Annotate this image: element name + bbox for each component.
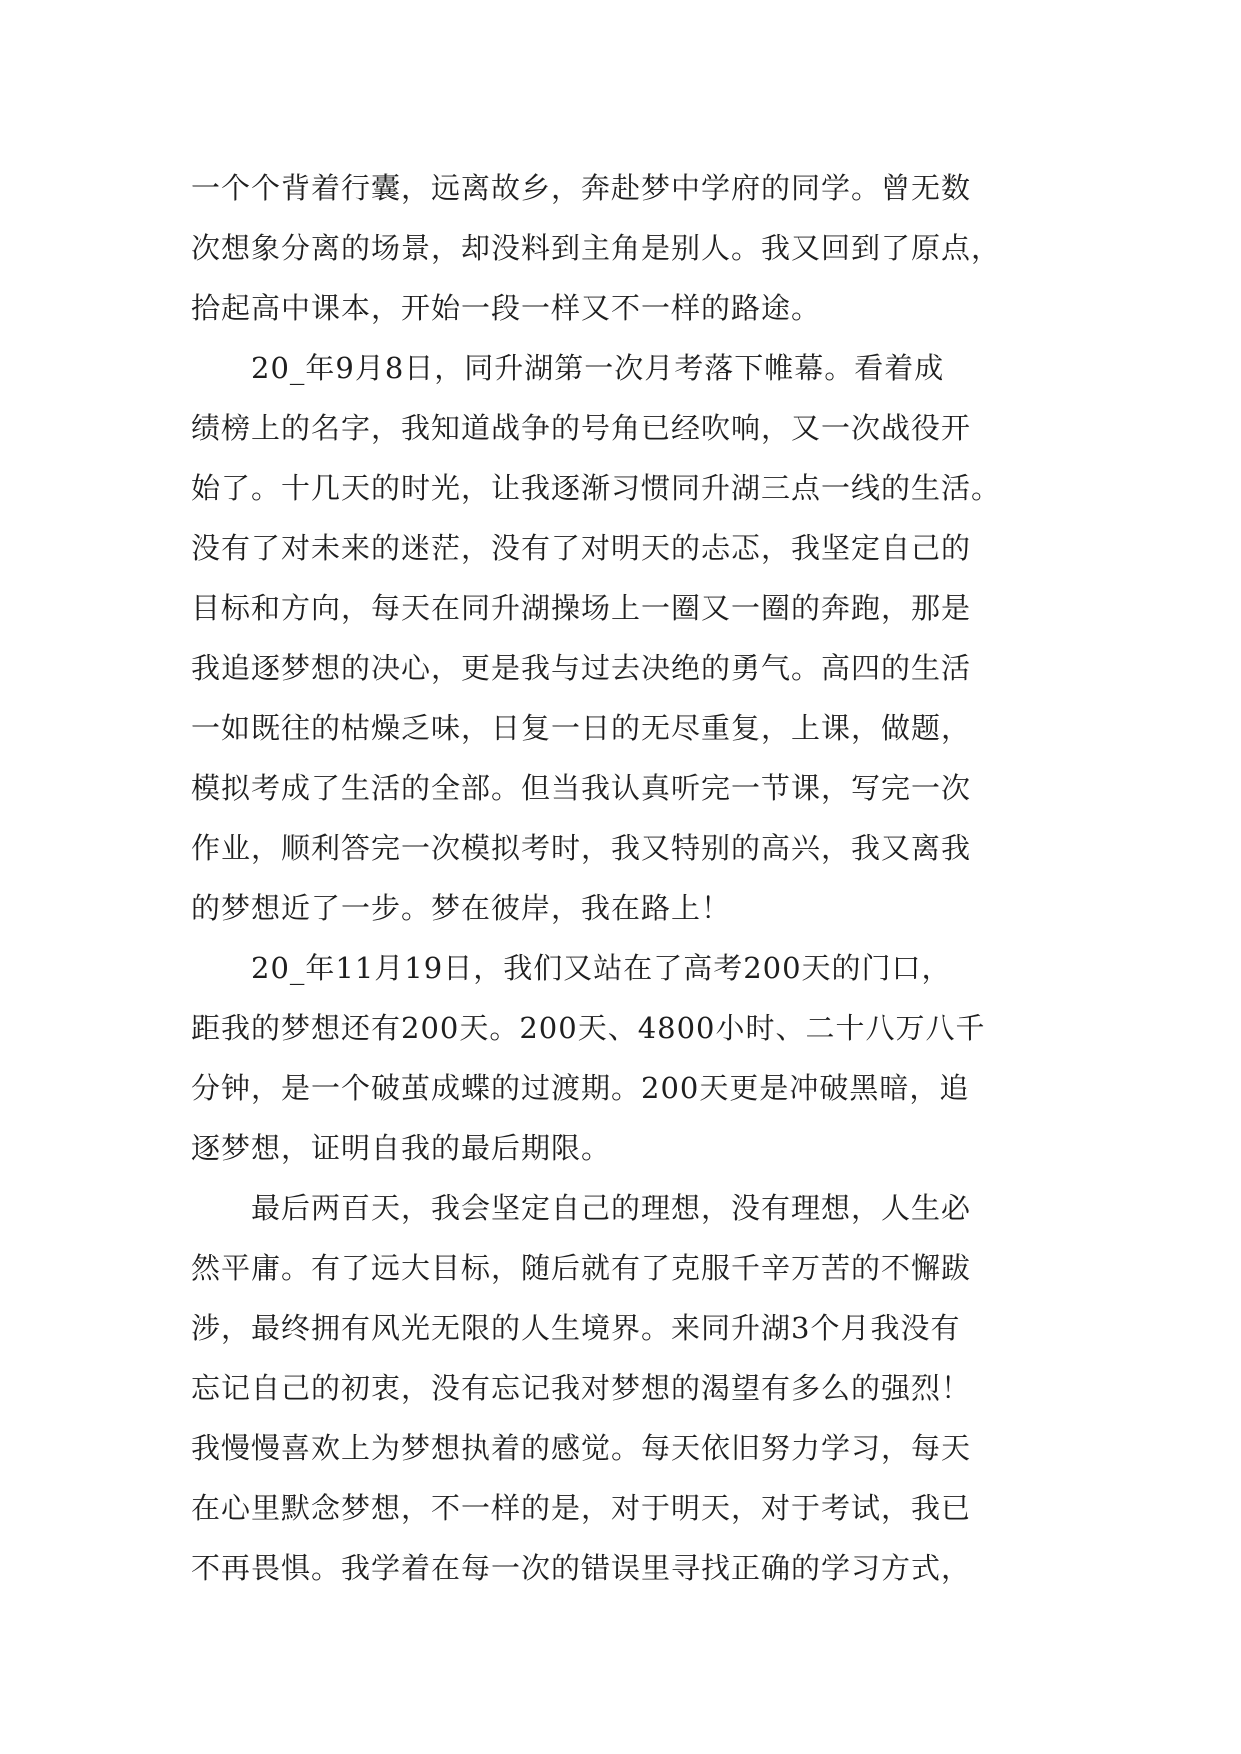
text-line: 我慢慢喜欢上为梦想执着的感觉。每天依旧努力学习，每天: [191, 1431, 972, 1465]
text-line: 分钟，是一个破茧成蝶的过渡期。200天更是冲破黑暗，追: [191, 1071, 970, 1105]
text-line: 次想象分离的场景，却没料到主角是别人。我又回到了原点，: [191, 231, 1002, 265]
text-line: 一如既往的枯燥乏味，日复一日的无尽重复，上课，做题，: [191, 711, 972, 745]
text-line: 绩榜上的名字，我知道战争的号角已经吹响，又一次战役开: [191, 411, 972, 445]
paragraph-start-line: 最后两百天，我会坚定自己的理想，没有理想，人生必: [251, 1191, 972, 1225]
text-line: 在心里默念梦想，不一样的是，对于明天，对于考试，我已: [191, 1491, 972, 1525]
text-line: 的梦想近了一步。梦在彼岸，我在路上！: [191, 891, 732, 925]
paragraph-start-line: 20_年9月8日，同升湖第一次月考落下帷幕。看着成: [251, 351, 945, 385]
text-line: 目标和方向，每天在同升湖操场上一圈又一圈的奔跑，那是: [191, 591, 972, 625]
text-line: 一个个背着行囊，远离故乡，奔赴梦中学府的同学。曾无数: [191, 171, 972, 205]
text-line: 然平庸。有了远大目标，随后就有了克服千辛万苦的不懈跋: [191, 1251, 972, 1285]
text-line: 模拟考成了生活的全部。但当我认真听完一节课，写完一次: [191, 771, 972, 805]
body-text: [191, 158, 1061, 1598]
text-line: 作业，顺利答完一次模拟考时，我又特别的高兴，我又离我: [191, 831, 972, 865]
paragraph-start-line: 20_年11月19日，我们又站在了高考200天的门口，: [251, 951, 952, 985]
text-line: 拾起高中课本，开始一段一样又不一样的路途。: [191, 291, 822, 325]
text-line: 逐梦想，证明自我的最后期限。: [191, 1131, 612, 1165]
text-line: 涉，最终拥有风光无限的人生境界。来同升湖3个月我没有: [191, 1311, 961, 1345]
text-line: 距我的梦想还有200天。200天、4800小时、二十八万八千: [191, 1011, 986, 1045]
text-line: 忘记自己的初衷，没有忘记我对梦想的渴望有多么的强烈！: [191, 1371, 972, 1405]
text-line: 始了。十几天的时光，让我逐渐习惯同升湖三点一线的生活。: [191, 471, 1002, 505]
text-line: 不再畏惧。我学着在每一次的错误里寻找正确的学习方式，: [191, 1551, 972, 1585]
text-line: 我追逐梦想的决心，更是我与过去决绝的勇气。高四的生活: [191, 651, 972, 685]
text-line: 没有了对未来的迷茫，没有了对明天的忐忑，我坚定自己的: [191, 531, 972, 565]
